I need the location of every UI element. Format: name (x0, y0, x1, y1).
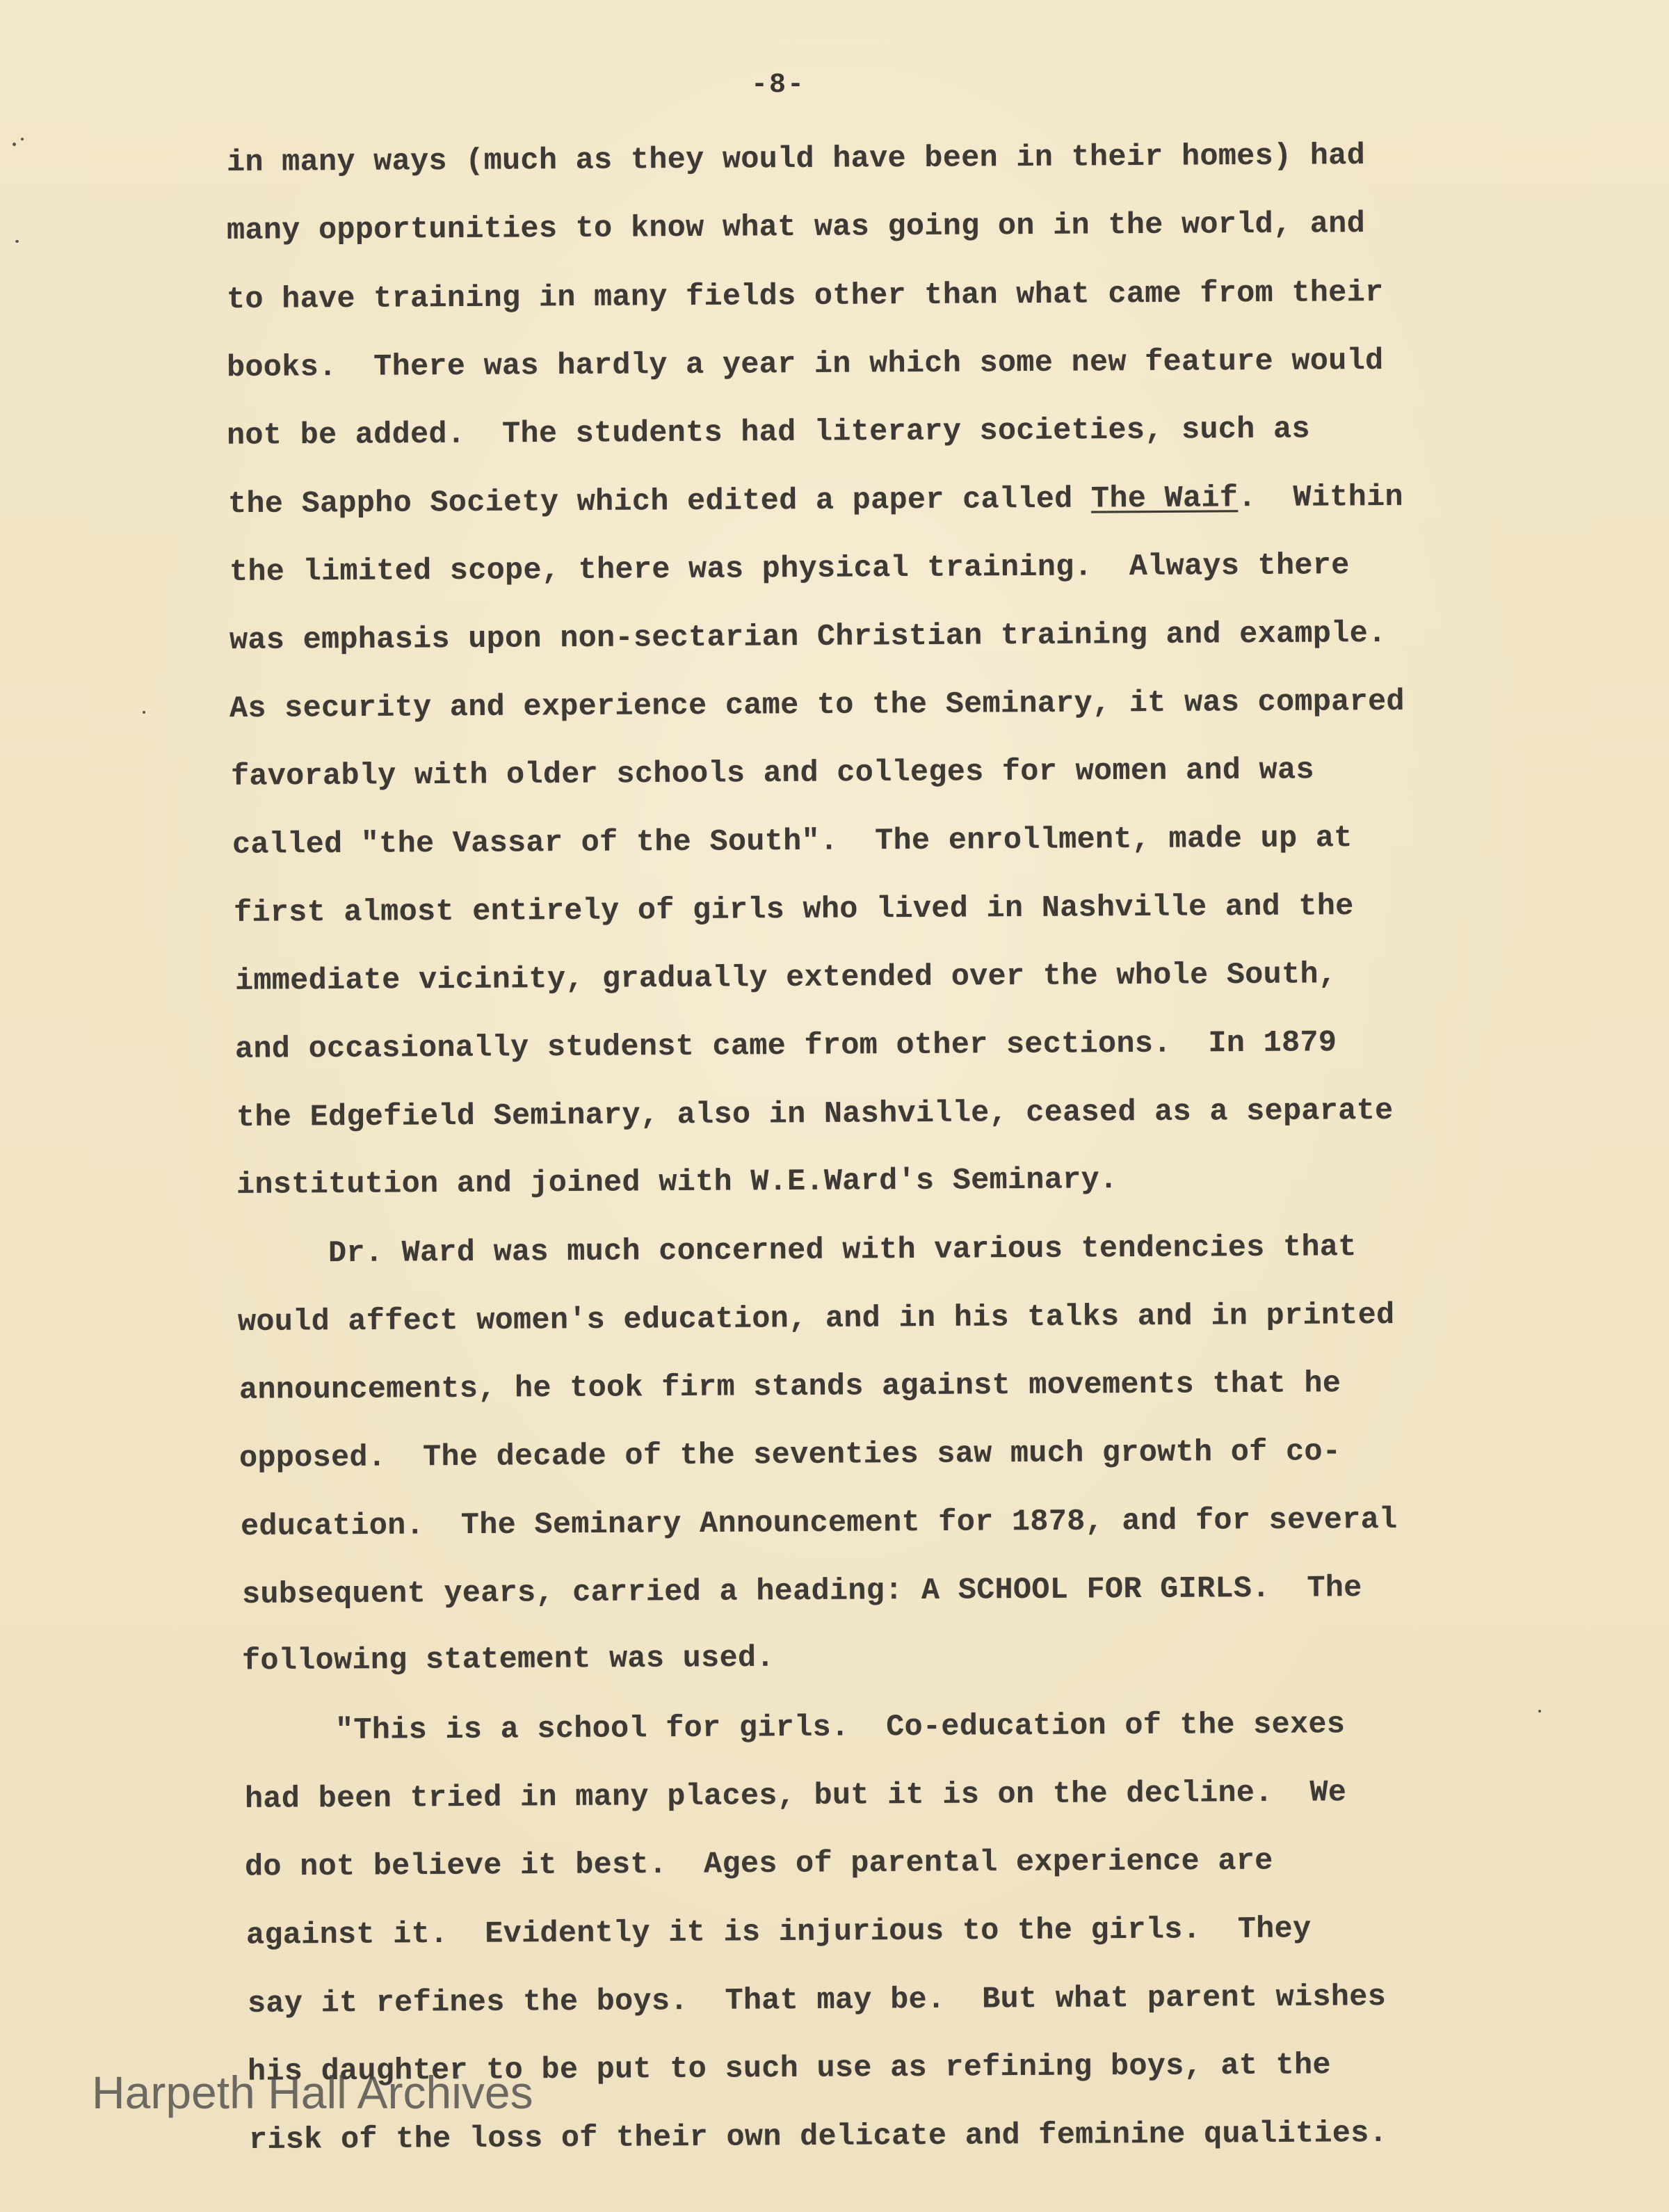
text-line: first almost entirely of girls who lived in Nashville and the (233, 890, 1354, 931)
text-line: had been tried in many places, but it is on the decline. We (244, 1776, 1347, 1817)
text-line: favorably with older schools and colleges for women and was (230, 753, 1314, 794)
page-number: -8- (751, 70, 806, 101)
text-line: announcements, he took firm stands against movements that he (239, 1367, 1341, 1408)
archive-watermark: Harpeth Hall Archives (92, 2067, 533, 2118)
text-segment: the Sappho Society which edited a paper called (227, 482, 1092, 522)
paper-speck (143, 711, 145, 714)
text-line: not be added. The students had literary societies, such as (226, 412, 1310, 454)
text-line: was emphasis upon non-sectarian Christian training and example. (229, 616, 1387, 659)
text-line: books. There was hardly a year in which some new feature would (226, 344, 1384, 386)
paper-title-the-waif: The Waif (1090, 481, 1239, 517)
text-line: As security and experience came to the Seminary, it was compared (229, 684, 1405, 727)
text-line: institution and joined with W.E.Ward's Seminary. (236, 1163, 1118, 1203)
text-line: education. The Seminary Announcement for 1878, and for several (240, 1502, 1398, 1545)
text-line: "This is a school for girls. Co-education of the sexes (243, 1708, 1346, 1749)
text-line: immediate vicinity, gradually extended over the whole South, (234, 958, 1337, 999)
text-line: the Edgefield Seminary, also in Nashville, ceased as a separate (236, 1093, 1394, 1136)
text-line: and occasionally studenst came from other sections. In 1879 (234, 1026, 1337, 1067)
paper-speck (21, 138, 24, 141)
text-line: risk of the loss of their own delicate and feminine qualities. (248, 2117, 1388, 2158)
text-line: the limited scope, there was physical training. Always there (229, 549, 1350, 590)
text-line: his daughter to be put to such use as refining boys, at the (247, 2049, 1331, 2090)
text-line: in many ways (much as they would have been in their homes) had (226, 139, 1366, 180)
paper-speck (1538, 1710, 1541, 1713)
text-line: following statement was used. (241, 1641, 775, 1679)
text-line: say it refines the boys. That may be. But what parent wishes (247, 1980, 1387, 2021)
paper-speck (13, 143, 16, 146)
paper-speck (15, 240, 19, 243)
text-line: called "the Vassar of the South". The enrollment, made up at (232, 822, 1353, 863)
text-line-with-title (228, 481, 1403, 522)
text-line: to have training in many fields other than what came from their (226, 275, 1384, 318)
text-line: subsequent years, carried a heading: A SCHOOL FOR GIRLS. The (241, 1571, 1362, 1612)
text-line: Dr. Ward was much concerned with various tendencies that (236, 1231, 1357, 1272)
text-line: many opportunities to know what was going on in the world, and (226, 207, 1366, 248)
text-line: would affect women's education, and in his talks and in printed (237, 1298, 1395, 1340)
text-segment: . Within (1238, 480, 1404, 516)
text-line: do not believe it best. Ages of parental experience are (244, 1844, 1273, 1885)
text-line: opposed. The decade of the seventies saw much growth of co- (239, 1435, 1341, 1476)
text-line: against it. Evidently it is injurious to the girls. They (245, 1912, 1312, 1953)
